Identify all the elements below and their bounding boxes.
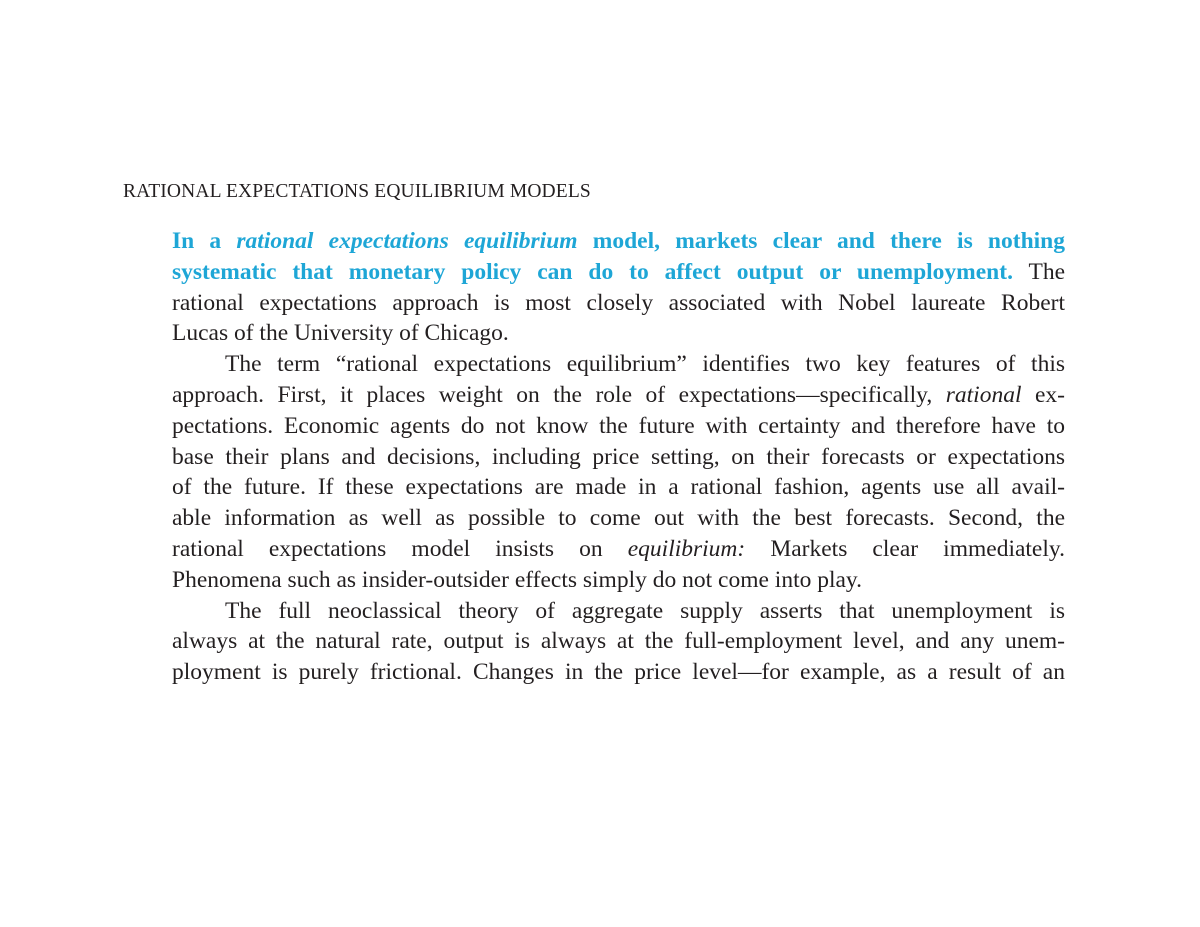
italic-term: equilibrium: xyxy=(627,535,746,562)
paragraph-3 xyxy=(172,596,1065,688)
paragraph-1-line: Lucas of the University of Chicago. xyxy=(172,320,509,347)
text-span: Markets clear immediately. xyxy=(745,535,1065,562)
highlight-text: model, markets clear and there is nothing xyxy=(577,228,1065,254)
paragraph-2-line: of the future. If these expectations are made in a rational fashion, agents use all avail- xyxy=(172,474,1065,501)
paragraph-2-line xyxy=(172,380,1065,411)
paragraph-3-line: The full neoclassical theory of aggregate supply asserts that unemployment is xyxy=(225,597,1065,624)
paragraph-2 xyxy=(172,349,1065,595)
paragraph-1-line xyxy=(172,257,1065,288)
paragraph-1 xyxy=(172,226,1065,349)
text-span: The xyxy=(1012,258,1065,285)
paragraph-3-line: always at the natural rate, output is always at the full-employment level, and any unem- xyxy=(172,628,1065,655)
text-span: approach. First, it places weight on the role of expectations—specifically, xyxy=(172,381,946,408)
body-text xyxy=(172,226,1065,688)
highlight-text: In a xyxy=(172,228,237,254)
paragraph-2-line: Phenomena such as insider-outsider effects simply do not come into play. xyxy=(172,566,863,593)
highlight-text: systematic that monetary policy can do to affect output or unemployment. xyxy=(172,258,1013,285)
highlight-term: rational expectations equilibrium xyxy=(236,228,578,254)
paragraph-1-line: rational expectations approach is most closely associated with Nobel laureate Robert xyxy=(172,289,1065,316)
paragraph-2-line: pectations. Economic agents do not know the future with certainty and therefore have to xyxy=(172,412,1065,439)
paragraph-2-line: base their plans and decisions, including price setting, on their forecasts or expectations xyxy=(172,443,1065,470)
paragraph-2-line: The term “rational expectations equilibrium” identifies two key features of this xyxy=(225,351,1065,378)
text-span: ex- xyxy=(1021,381,1065,408)
paragraph-3-line: ployment is purely frictional. Changes in the price level—for example, as a result of an xyxy=(172,659,1065,686)
section-heading: RATIONAL EXPECTATIONS EQUILIBRIUM MODELS xyxy=(123,181,591,202)
paragraph-2-line: able information as well as possible to come out with the best forecasts. Second, the xyxy=(172,505,1065,532)
paragraph-2-line xyxy=(172,534,1065,565)
text-span: rational expectations model insists on xyxy=(172,535,628,562)
paragraph-1-line xyxy=(172,226,1065,257)
italic-term: rational xyxy=(945,381,1022,408)
